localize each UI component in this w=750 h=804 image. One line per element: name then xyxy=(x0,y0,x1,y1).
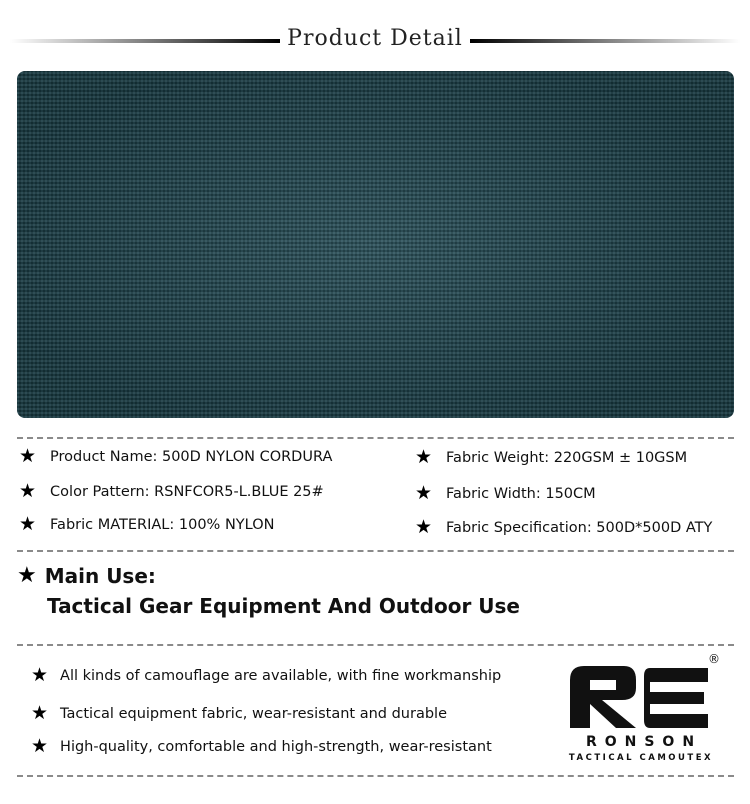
star-icon: ★ xyxy=(31,702,49,724)
fabric-photo xyxy=(17,71,734,418)
spec-text: Color Pattern: RSNFCOR5-L.BLUE 25# xyxy=(50,483,324,500)
feature-item xyxy=(31,704,447,723)
spec-text: Fabric Width: 150CM xyxy=(446,485,596,502)
divider-dashed xyxy=(17,550,734,552)
divider-dashed xyxy=(17,644,734,646)
brand-tagline: TACTICAL CAMOUTEX xyxy=(568,753,714,763)
star-icon: ★ xyxy=(19,513,37,535)
logo-mark-icon xyxy=(566,658,716,733)
star-icon: ★ xyxy=(19,445,37,467)
spec-text: Fabric MATERIAL: 100% NYLON xyxy=(50,516,275,533)
spec-fabric-weight xyxy=(415,448,687,467)
spec-fabric-specification xyxy=(415,518,712,537)
main-use-title: Main Use: xyxy=(44,564,156,588)
spec-text: Product Name: 500D NYLON CORDURA xyxy=(50,448,333,465)
divider-dashed xyxy=(17,437,734,439)
feature-item xyxy=(31,737,492,756)
brand-name: RONSON xyxy=(585,734,703,750)
header-divider-right xyxy=(470,39,740,43)
spec-text: Fabric Weight: 220GSM ± 10GSM xyxy=(446,449,688,466)
main-use-text: Tactical Gear Equipment And Outdoor Use xyxy=(47,594,520,618)
spec-material xyxy=(19,515,274,534)
star-icon: ★ xyxy=(17,563,37,588)
star-icon: ★ xyxy=(415,516,433,538)
section-title: Product Detail xyxy=(287,26,463,51)
section-header xyxy=(0,22,750,58)
star-icon: ★ xyxy=(31,735,49,757)
main-use-section xyxy=(17,563,520,618)
feature-text: Tactical equipment fabric, wear-resistant and durable xyxy=(60,705,447,722)
star-icon: ★ xyxy=(19,480,37,502)
brand-logo xyxy=(556,652,726,767)
spec-product-name xyxy=(19,447,332,466)
star-icon: ★ xyxy=(415,482,433,504)
registered-mark: ® xyxy=(708,652,720,666)
spec-color-pattern xyxy=(19,482,324,501)
feature-text: All kinds of camouflage are available, with fine workmanship xyxy=(60,667,502,684)
main-use-heading xyxy=(17,564,156,588)
spec-text: Fabric Specification: 500D*500D ATY xyxy=(446,519,713,536)
feature-text: High-quality, comfortable and high-strength, wear-resistant xyxy=(60,738,492,755)
star-icon: ★ xyxy=(31,664,49,686)
divider-dashed xyxy=(17,775,734,777)
feature-item xyxy=(31,666,501,685)
star-icon: ★ xyxy=(415,446,433,468)
spec-fabric-width xyxy=(415,484,596,503)
